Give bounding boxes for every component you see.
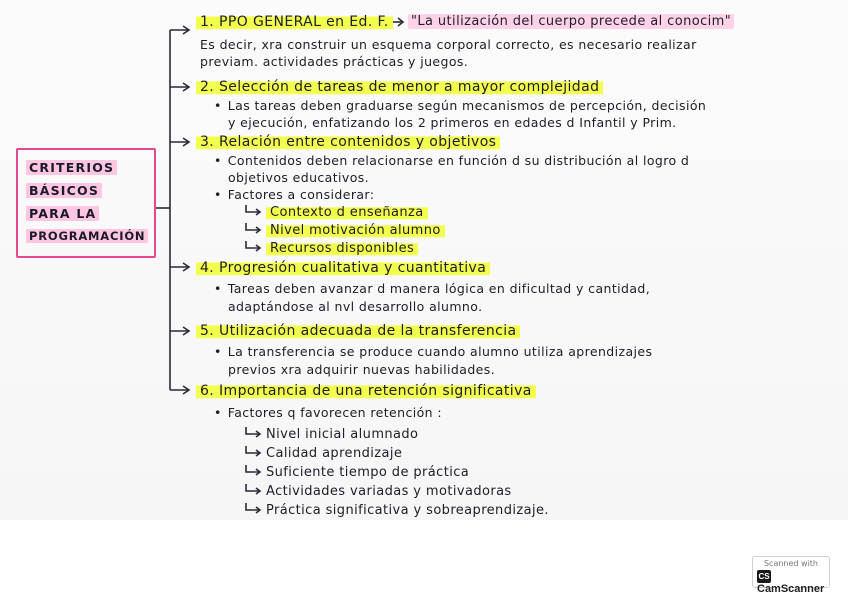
section-1-heading: 1. PPO GENERAL en Ed. F.	[196, 14, 393, 30]
section-6-heading: 6. Importancia de una retención significativa	[196, 383, 536, 399]
section-2-bullet-1-cont: y ejecución, enfatizando los 2 primeros en edades d Infantil y Prim.	[228, 115, 677, 130]
section-1-quote	[408, 13, 734, 31]
scanned-with-label: Scanned with	[763, 559, 819, 568]
section-6-factor-1: Nivel inicial alumnado	[266, 427, 419, 442]
camscanner-brand	[757, 570, 829, 595]
section-6-factor-4: Actividades variadas y motivadoras	[266, 484, 512, 499]
section-3-factor-2-text: Nivel motivación alumno	[266, 223, 445, 238]
section-5-title	[196, 322, 520, 340]
section-6-bullet-1: • Factores q favorecen retención :	[214, 404, 442, 422]
section-5-bullet-1-cont: previos xra adquirir nuevas habilidades.	[228, 362, 496, 377]
section-5-heading: 5. Utilización adecuada de la transferencia	[196, 323, 520, 339]
section-1-body-2: previam. actividades prácticas y juegos.	[200, 54, 469, 69]
box-line-1: CRITERIOS	[26, 160, 117, 175]
section-3-bullet-2: • Factores a considerar:	[214, 186, 374, 204]
section-1-body-1: Es decir, xra construir un esquema corporal correcto, es necesario realizar	[200, 37, 697, 52]
section-3-factor-1-text: Contexto d enseñanza	[266, 205, 428, 220]
camscanner-brand-text: CamScanner	[757, 583, 825, 595]
section-5-bullet-1: • La transferencia se produce cuando alumno utiliza aprendizajes	[214, 343, 652, 361]
section-3-bullet-1: • Contenidos deben relacionarse en función d su distribución al logro d	[214, 152, 689, 170]
section-6-title	[196, 382, 536, 400]
section-6-factor-3: Suficiente tiempo de práctica	[266, 465, 470, 480]
section-4-heading: 4. Progresión cualitativa y cuantitativa	[196, 260, 490, 276]
section-3-factor-3	[266, 240, 418, 258]
section-4-bullet-1: • Tareas deben avanzar d manera lógica en dificultad y cantidad,	[214, 280, 650, 298]
box-line-4: PROGRAMACIÓN	[26, 229, 148, 243]
section-2-title	[196, 78, 603, 96]
section-4-bullet-1-cont: adaptándose al nvl desarrollo alumno.	[228, 299, 483, 314]
section-3-title	[196, 133, 500, 151]
camscanner-badge	[752, 556, 830, 595]
section-4-title	[196, 259, 490, 277]
section-2-bullet-1: • Las tareas deben graduarse según mecanismos de percepción, decisión	[214, 97, 706, 115]
section-1-quote-text: "La utilización del cuerpo precede al conocim"	[408, 14, 734, 29]
section-6-factor-5: Práctica significativa y sobreaprendizaje.	[266, 503, 549, 518]
section-6-factor-2: Calidad aprendizaje	[266, 446, 403, 461]
section-3-factor-2	[266, 222, 445, 240]
section-1-title	[196, 13, 393, 31]
section-3-factor-3-text: Recursos disponibles	[266, 241, 418, 256]
camscanner-logo-icon: CS	[758, 572, 770, 581]
section-3-bullet-1-cont: objetivos educativos.	[228, 170, 370, 185]
box-line-2: BÁSICOS	[26, 183, 102, 198]
section-3-heading: 3. Relación entre contenidos y objetivos	[196, 134, 500, 150]
box-line-3: PARA LA	[26, 206, 99, 221]
section-2-heading: 2. Selección de tareas de menor a mayor complejidad	[196, 79, 603, 95]
section-3-factor-1	[266, 204, 428, 222]
